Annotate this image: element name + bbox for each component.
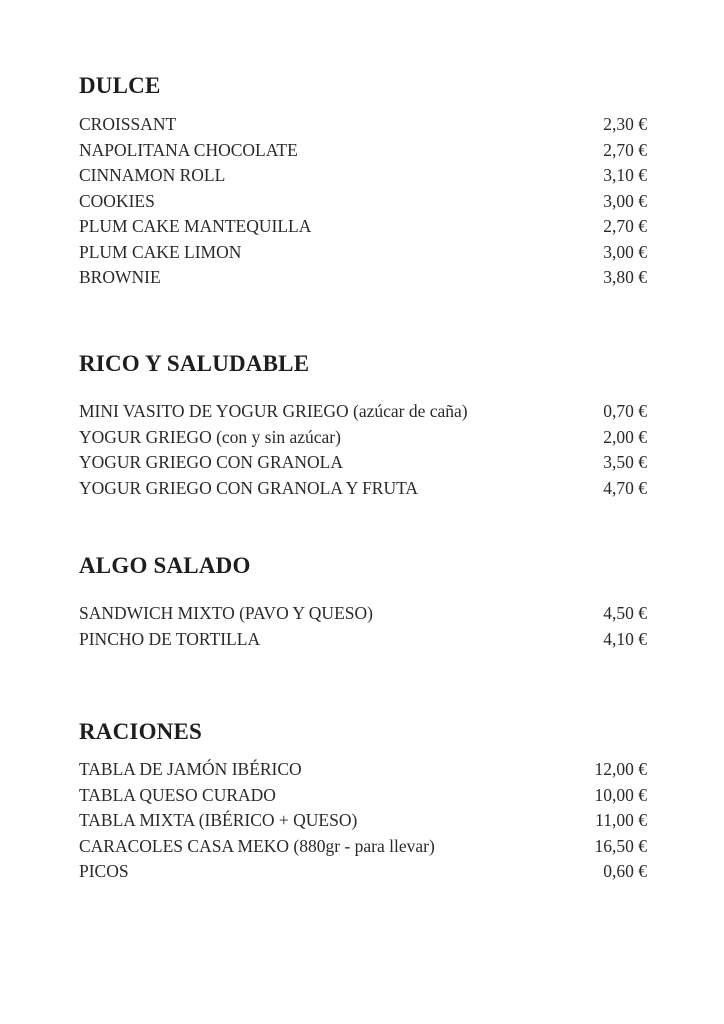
menu-item [79,214,647,240]
menu-item [79,601,647,627]
menu-item [79,265,647,291]
item-name: YOGUR GRIEGO (con y sin azúcar) [79,426,341,447]
item-price: 3,80 € [603,267,647,287]
menu-item [79,189,647,215]
item-name: TABLA MIXTA (IBÉRICO + QUESO) [79,810,358,830]
item-price: 4,50 € [603,603,647,623]
menu-item [79,163,647,189]
section-algo-salado [79,552,647,652]
section-dulce [79,72,647,291]
menu-item [79,425,647,451]
item-price: 3,00 € [603,241,647,262]
menu-item [79,783,647,809]
item-price: 2,70 € [603,216,647,236]
item-name: BROWNIE [79,267,161,287]
item-name: SANDWICH MIXTO (PAVO Y QUESO) [79,603,373,623]
item-name: MINI VASITO DE YOGUR GRIEGO (azúcar de caña) [79,401,468,421]
item-name: PICOS [79,861,129,881]
item-name: YOGUR GRIEGO CON GRANOLA Y FRUTA [79,477,419,498]
item-name: NAPOLITANA CHOCOLATE [79,139,298,160]
section-title: DULCE [79,73,161,98]
item-price: 4,10 € [603,628,647,649]
item-name: COOKIES [79,190,155,211]
item-price: 0,70 € [603,401,647,421]
item-price: 16,50 € [594,835,647,856]
item-name: PLUM CAKE MANTEQUILLA [79,216,312,236]
menu-item [79,399,647,425]
item-price: 2,30 € [603,114,647,134]
menu-item [79,834,647,860]
item-name: CROISSANT [79,114,177,134]
menu-list [79,601,647,652]
item-name: PLUM CAKE LIMON [79,241,242,262]
menu-item [79,808,647,834]
item-name: TABLA DE JAMÓN IBÉRICO [79,759,302,779]
menu-item [79,450,647,476]
item-price: 3,10 € [603,165,647,185]
menu-list [79,399,647,501]
item-name: CARACOLES CASA MEKO (880gr - para llevar) [79,835,435,856]
item-price: 3,00 € [603,190,647,211]
item-name: CINNAMON ROLL [79,165,226,185]
item-price: 4,70 € [603,477,647,498]
menu-item [79,476,647,502]
menu-item [79,757,647,783]
section-title: RACIONES [79,719,203,744]
menu-list [79,757,647,885]
item-name: YOGUR GRIEGO CON GRANOLA [79,452,343,472]
menu-item [79,859,647,885]
item-name: PINCHO DE TORTILLA [79,628,261,649]
item-price: 0,60 € [603,861,647,881]
item-price: 12,00 € [594,759,647,779]
menu-item [79,240,647,266]
section-raciones [79,718,647,885]
item-price: 2,70 € [603,139,647,160]
item-name: TABLA QUESO CURADO [79,784,276,805]
menu-list [79,112,647,291]
section-title: ALGO SALADO [79,553,251,578]
item-price: 3,50 € [603,452,647,472]
item-price: 11,00 € [595,810,647,830]
menu-item [79,138,647,164]
section-rico-y-saludable [79,350,647,501]
item-price: 2,00 € [603,426,647,447]
menu-item [79,627,647,653]
item-price: 10,00 € [594,784,647,805]
menu-item [79,112,647,138]
section-title: RICO Y SALUDABLE [79,351,310,376]
